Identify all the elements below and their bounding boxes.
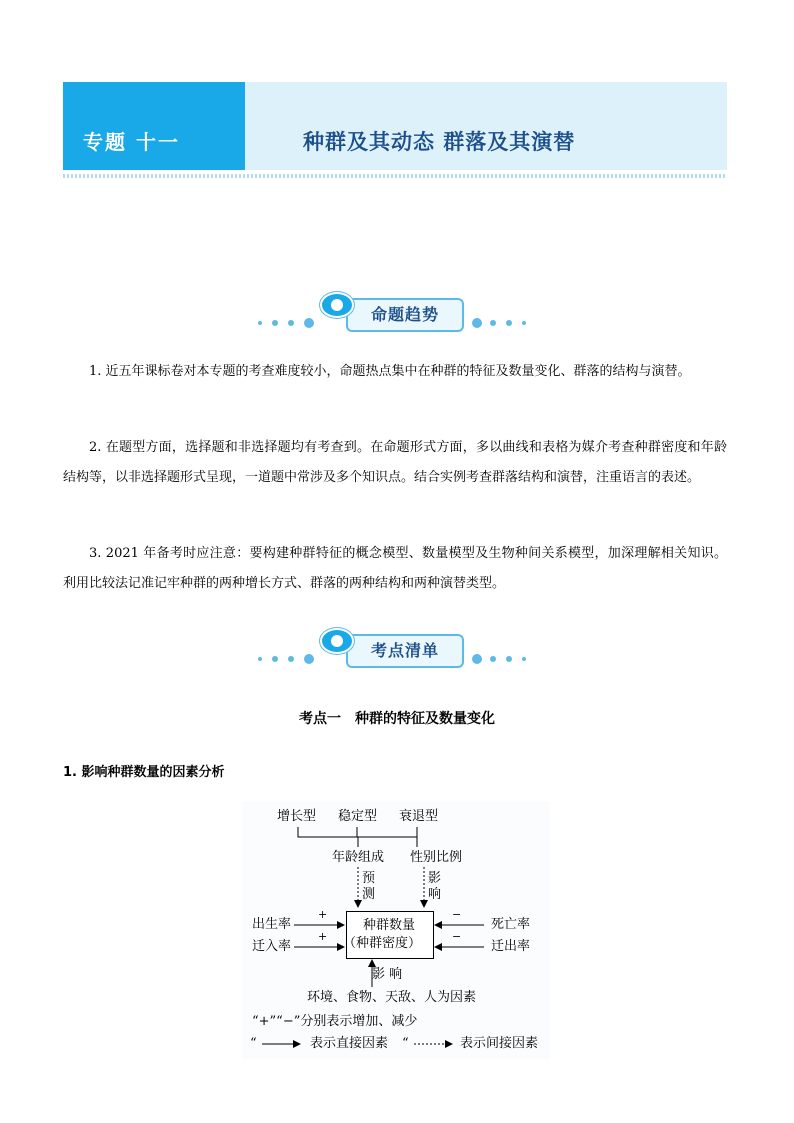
legend-signs: “+”“−”分别表示增加、减少 [252,1014,418,1029]
trend-paragraph-2: 2. 在题型方面，选择题和非选择题均有考查到。在命题形式方面，多以曲线和表格为媒介考查种群密度和年龄结构等，以非选择题形式呈现，一道题中常涉及多个知识点。结合实例考查群落结构和演替，注重语言的表述。 [63,440,727,485]
trend-paragraph-1: 1. 近五年课标卷对本专题的考查难度较小，命题热点集中在种群的特征及数量变化、群落的结构与演替。 [89,364,691,379]
population-factor-diagram [242,801,550,1059]
decor-dots-left [258,654,328,664]
emigration-rate: 迁出率 [491,939,531,954]
affect-char-1: 影 [428,871,442,886]
topic-number: 专题 十一 [83,130,180,154]
decor-dots-right [472,318,542,328]
bottom-affect: 影 响 [372,967,403,982]
population-box [343,911,434,959]
minus-sign: − [452,908,462,921]
death-rate: 死亡率 [491,917,531,932]
section-label: 考点清单 [370,641,439,660]
legend-direct: 表示直接因素 [310,1036,389,1051]
type-stable: 稳定型 [338,809,378,824]
decor-dots-right [472,654,542,664]
section-header-trend [250,292,550,338]
plus-sign: + [318,908,328,921]
age-structure: 年龄组成 [332,850,385,865]
type-decline: 衰退型 [399,809,439,824]
topic-title: 种群及其动态 群落及其演替 [303,130,576,154]
trend-paragraph-3: 3. 2021 年备考时应注意：要构建种群特征的概念模型、数量模型及生物种间关系模型，加深理解相关知识。利用比较法记准记牢种群的两种增长方式、群落的两种结构和两种演替类型。 [63,546,727,591]
legend-quote: “ [250,1036,257,1051]
section-pill [346,634,464,668]
sub-heading: 1. 影响种群数量的因素分析 [63,765,225,780]
banner-divider [63,174,727,178]
population-size: 种群数量 [363,918,416,933]
environment-factors: 环境、食物、天敌、人为因素 [307,990,477,1005]
plus-sign: + [318,930,328,943]
section-header-checklist [250,628,550,674]
topic-banner [63,82,727,170]
minus-sign: − [452,930,462,943]
eye-icon [320,628,354,654]
legend-indirect: 表示间接因素 [460,1036,539,1051]
predict-char-2: 测 [362,887,376,902]
population-density: （种群密度） [343,936,422,951]
birth-rate: 出生率 [252,917,292,932]
type-growth: 增长型 [277,809,317,824]
predict-char-1: 预 [362,871,376,886]
legend-quote: “ [402,1036,409,1051]
decor-dots-left [258,318,328,328]
section-label: 命题趋势 [370,305,439,324]
section-pill [346,298,464,332]
banner-title-block [245,82,727,170]
sex-ratio: 性别比例 [410,850,463,865]
point-title: 考点一 种群的特征及数量变化 [299,711,495,727]
affect-char-2: 响 [428,887,442,902]
immigration-rate: 迁入率 [252,939,292,954]
eye-icon [320,292,354,318]
banner-kicker-block [63,82,245,170]
